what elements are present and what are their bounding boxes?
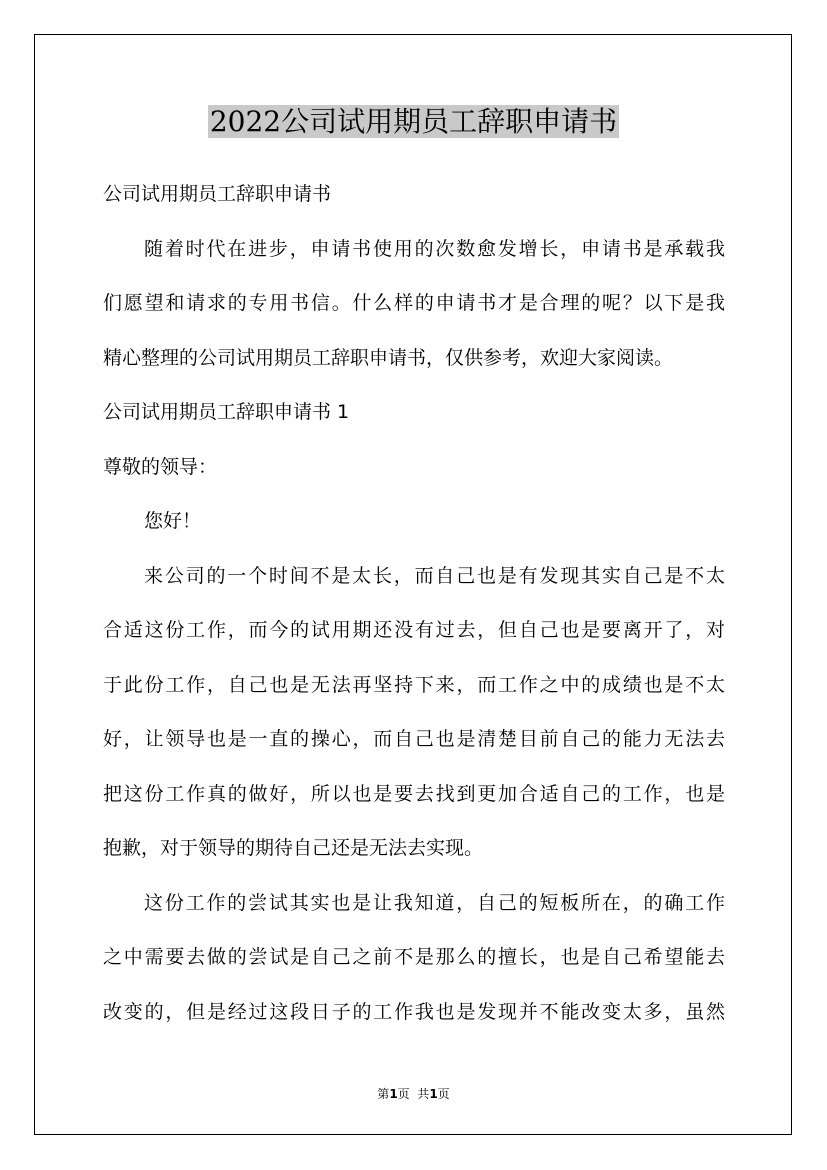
- footer-text: 页: [437, 1087, 450, 1101]
- document-title: [0, 100, 827, 144]
- paragraph-line: 来公司的一个时间不是太长，而自己也是有发现其实自己是不太: [144, 565, 725, 587]
- paragraph-line: 们愿望和请求的专用书信。什么样的申请书才是合理的呢？以下是我: [103, 292, 725, 314]
- footer-text: 页 共: [397, 1087, 430, 1101]
- page-number: 1: [389, 1087, 398, 1101]
- paragraph-line: 之中需要去做的尝试是自己之前不是那么的擅长，也是自己希望能去: [103, 946, 725, 968]
- paragraph-line: 把这份工作真的做好，所以也是要去找到更加合适自己的工作，也是: [103, 783, 725, 805]
- page-footer: [0, 1085, 827, 1102]
- greeting: 您好！: [144, 510, 202, 532]
- paragraph-line: 随着时代在进步，申请书使用的次数愈发增长，申请书是承载我: [144, 238, 725, 260]
- footer-text: 第: [377, 1087, 390, 1101]
- salutation: 尊敬的领导：: [103, 456, 218, 478]
- paragraph-line: 这份工作的尝试其实也是让我知道，自己的短板所在，的确工作: [144, 892, 725, 914]
- paragraph-line: 改变的，但是经过这段日子的工作我也是发现并不能改变太多，虽然: [103, 1001, 725, 1023]
- doc-heading: 公司试用期员工辞职申请书: [103, 183, 332, 205]
- document-title-text: 2022公司试用期员工辞职申请书: [209, 105, 618, 138]
- section-heading: 公司试用期员工辞职申请书 1: [103, 401, 350, 423]
- paragraph-line: 好，让领导也是一直的操心，而自己也是清楚目前自己的能力无法去: [103, 728, 725, 750]
- page-total: 1: [429, 1087, 438, 1101]
- paragraph-line: 合适这份工作，而今的试用期还没有过去，但自己也是要离开了，对: [103, 619, 725, 641]
- paragraph-line: 精心整理的公司试用期员工辞职申请书，仅供参考，欢迎大家阅读。: [103, 347, 674, 369]
- paragraph-line: 于此份工作，自己也是无法再坚持下来，而工作之中的成绩也是不太: [103, 674, 725, 696]
- paragraph-line: 抱歉，对于领导的期待自己还是无法去实现。: [103, 837, 484, 859]
